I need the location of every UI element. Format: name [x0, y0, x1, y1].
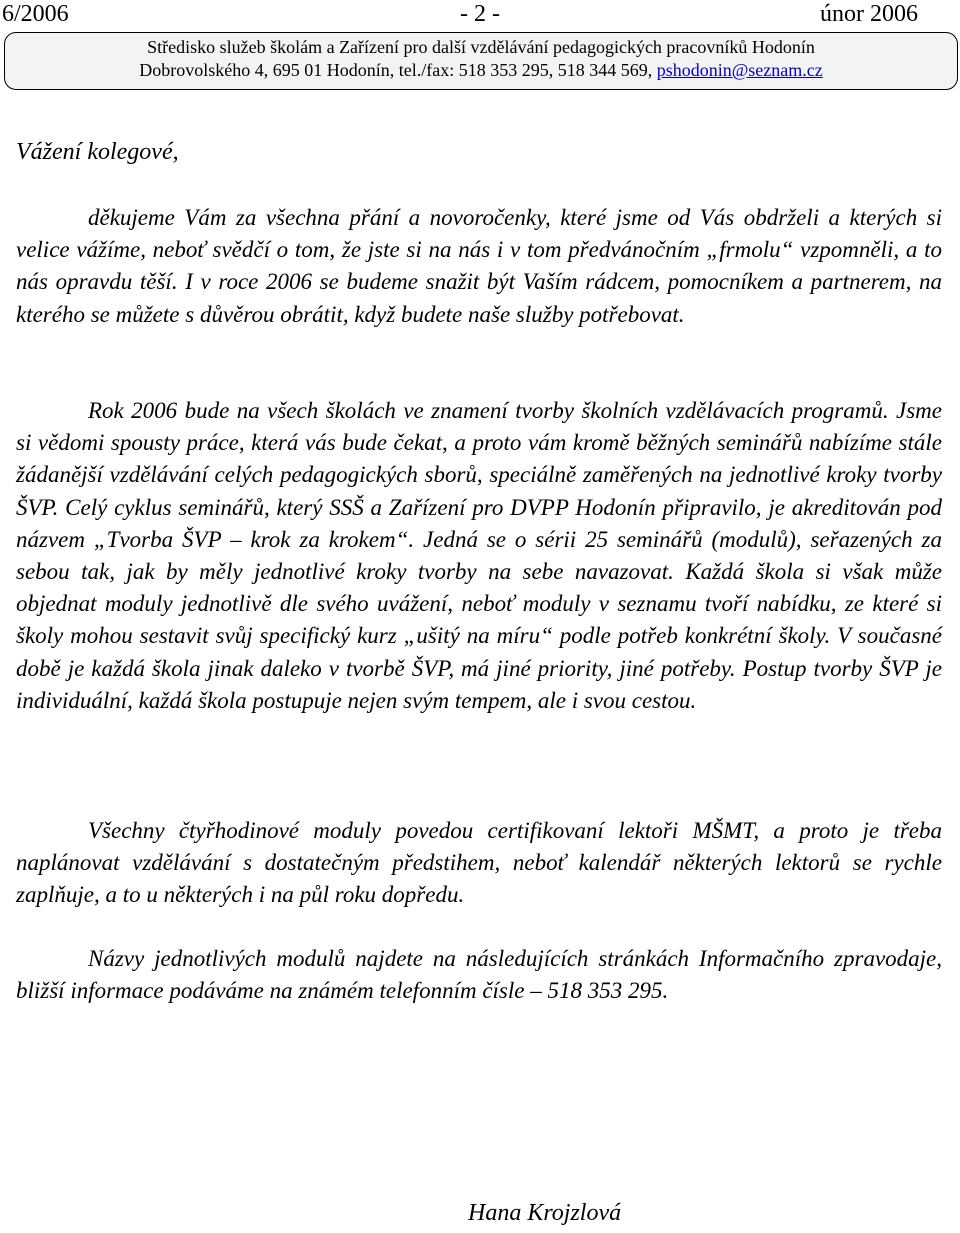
paragraph-text: Rok 2006 bude na všech školách ve znamení tvorby školních vzdělávacích programů. Jsme si vědomi spousty práce, která vás bude čekat, a proto vám kromě běžných seminářů nabízíme stále žádanější vzdělávání celých pedagogických sborů, speciálně zaměřených na jednotlivé kroky tvorby ŠVP. Celý cyklus seminářů, který SSŠ a Zařízení pro DVPP Hodonín připravilo, je akreditován pod názvem „Tvorba ŠVP – krok za krokem“. Jedná se o sérii 25 seminářů (modulů), seřazených za sebou tak, jak by měly jednotlivé kroky tvorby na sebe navazovat. Každá škola si však může objednat moduly jednotlivě dle svého uvážení, neboť moduly v seznamu tvoří nabídku, ze které si školy mohou sestavit svůj specifický kurz „ušitý na míru“ podle potřeb konkrétní školy. V současné době je každá škola jinak daleko v tvorbě ŠVP, má jiné priority, jiné potřeby. Postup tvorby ŠVP je individuální, každá škola postupuje nejen svým tempem, ale i svou cestou. — [16, 398, 942, 713]
salutation: Vážení kolegové, — [16, 139, 179, 165]
signature: Hana Krojzlová — [468, 1200, 622, 1226]
issue-number: 6/2006 — [2, 1, 69, 27]
paragraph-svp-programs — [16, 395, 942, 717]
page-number: - 2 - — [460, 1, 500, 27]
paragraph-text: děkujeme Vám za všechna přání a novoročenky, které jsme od Vás obdrželi a kterých si velice vážíme, neboť svědčí o tom, že jste si na nás i v tom předvánočním „frmolu“ vzpomněli, a to nás opravdu těší. I v roce 2006 se budeme snažit být Vaším rádcem, pomocníkem a partnerem, na kterého se můžete s důvěrou obrátit, když budete naše služby potřebovat. — [16, 205, 942, 327]
paragraph-text: Všechny čtyřhodinové moduly povedou certifikovaní lektoři MŠMT, a proto je třeba naplánovat vzdělávání s dostatečným předstihem, neboť kalendář některých lektorů se rychle zaplňuje, a to u některých i na půl roku dopředu. — [16, 818, 942, 908]
issue-date: únor 2006 — [820, 1, 918, 27]
paragraph-lecturers — [16, 815, 942, 912]
organization-banner — [4, 32, 958, 90]
organization-name: Středisko služeb školám a Zařízení pro další vzdělávání pedagogických pracovníků Hodonín — [147, 37, 815, 57]
paragraph-thanks — [16, 202, 942, 331]
email-link[interactable]: pshodonin@seznam.cz — [656, 60, 823, 80]
paragraph-module-names — [16, 943, 942, 1007]
organization-address: Dobrovolského 4, 695 01 Hodonín, tel./fax: 518 353 295, 518 344 569, — [139, 60, 657, 80]
organization-contact — [5, 59, 957, 82]
page-header — [0, 0, 960, 28]
paragraph-text: Názvy jednotlivých modulů najdete na následujících stránkách Informačního zpravodaje, bližší informace podáváme na známém telefonním čísle – 518 353 295. — [16, 946, 942, 1004]
